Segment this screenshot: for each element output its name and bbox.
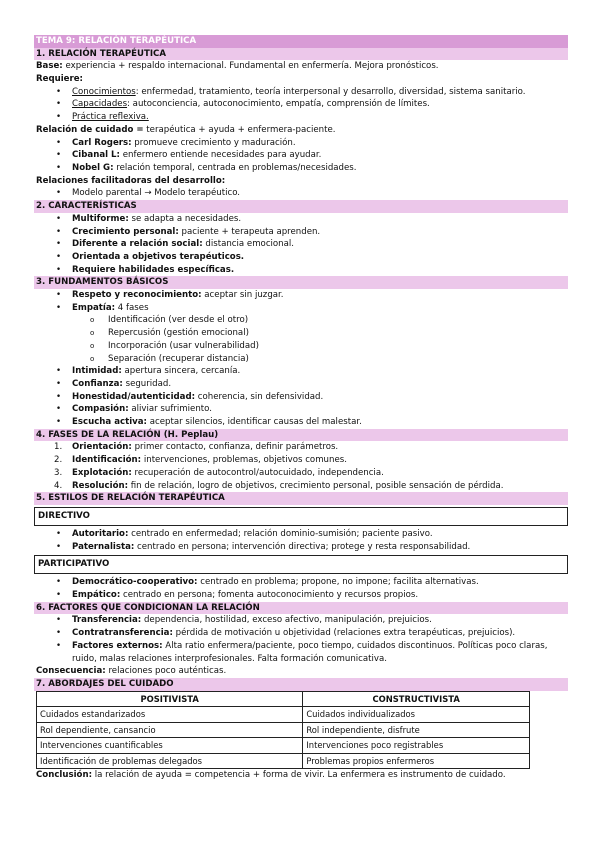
sub-list-item: o Repercusión (gestión emocional) — [34, 327, 568, 340]
list-item: • Democrático-cooperativo: centrado en problema; propone, no impone; facilita alternativas. — [34, 576, 568, 589]
list-item: • Empatía: 4 fases — [34, 302, 568, 315]
autores-list — [34, 137, 568, 175]
numbered-item: 4. Resolución: fin de relación, logro de objetivos, crecimiento personal, posible sensación de pérdida. — [54, 480, 504, 491]
list-item: • Compasión: aliviar sufrimiento. — [34, 403, 568, 416]
document-page — [34, 35, 568, 782]
list-item: • Requiere habilidades específicas. — [34, 264, 568, 277]
list-item: • Multiforme: se adapta a necesidades. — [34, 213, 568, 226]
section-heading-caracteristicas: 2. CARACTERÍSTICAS — [34, 200, 568, 213]
fundamentos-list — [34, 289, 568, 314]
conclusion-line: Conclusión: la relación de ayuda = competencia + forma de vivir. La enfermera es instrumento de cuidado. — [36, 770, 506, 781]
list-item: • Factores externos: Alta ratio enfermera/paciente, poco tiempo, cuidados discontinuos. Políticas poco claras, ruido, malas relaciones interprofesionales. Falta formación comunicativa. — [34, 640, 568, 665]
list-item: • Respeto y reconocimiento: aceptar sin juzgar. — [34, 289, 568, 302]
list-item: • Cibanal L: enfermero entiende necesidades para ayudar. — [34, 149, 568, 162]
list-item: • Escucha activa: aceptar silencios, identificar causas del malestar. — [34, 416, 568, 429]
sub-list-item: o Incorporación (usar vulnerabilidad) — [34, 340, 568, 353]
table-cell: Intervenciones cuantificables — [37, 738, 303, 754]
table-cell: Identificación de problemas delegados — [37, 753, 303, 769]
numbered-item: 2. Identificación: intervenciones, problemas, objetivos comunes. — [54, 455, 347, 466]
facilitadoras-list — [34, 187, 568, 200]
table-header-row — [37, 691, 530, 707]
table-cell: Rol dependiente, cansancio — [37, 722, 303, 738]
facilitadoras-label: Relaciones facilitadoras del desarrollo: — [36, 175, 226, 186]
section-heading-factores: 6. FACTORES QUE CONDICIONAN LA RELACIÓN — [34, 602, 568, 615]
base-line: Base: experiencia + respaldo internacional. Fundamental en enfermería. Mejora pronósticos. — [36, 61, 439, 72]
list-item: • Intimidad: apertura sincera, cercanía. — [34, 365, 568, 378]
section-heading-fundamentos: 3. FUNDAMENTOS BÁSICOS — [34, 276, 568, 289]
consecuencia-line: Consecuencia: relaciones poco auténticas. — [36, 666, 227, 677]
table-row — [37, 738, 530, 754]
table-row — [37, 753, 530, 769]
list-item: • Nobel G: relación temporal, centrada en problemas/necesidades. — [34, 162, 568, 175]
numbered-item: 3. Explotación: recuperación de autocontrol/autocuidado, independencia. — [54, 467, 384, 478]
list-item: • Modelo parental → Modelo terapéutico. — [34, 187, 568, 200]
list-item: • Conocimientos: enfermedad, tratamiento, teoría interpersonal y desarrollo, diversidad, sistema sanitario. — [34, 86, 568, 99]
fundamentos-list-rest — [34, 365, 568, 429]
table-row — [37, 707, 530, 723]
section-heading-estilos: 5. ESTILOS DE RELACIÓN TERAPÉUTICA — [34, 492, 568, 505]
list-item: • Transferencia: dependencia, hostilidad, exceso afectivo, manipulación, prejuicios. — [34, 614, 568, 627]
participativo-list — [34, 576, 568, 601]
participativo-box: PARTICIPATIVO — [34, 555, 568, 574]
abordajes-table — [36, 691, 530, 770]
list-item: • Práctica reflexiva. — [34, 111, 568, 124]
list-item: • Confianza: seguridad. — [34, 378, 568, 391]
list-item: • Paternalista: centrado en persona; intervención directiva; protege y resta responsabilidad. — [34, 541, 568, 554]
section-heading-fases: 4. FASES DE LA RELACIÓN (H. Peplau) — [34, 429, 568, 442]
document-title: TEMA 9: RELACIÓN TERAPÉUTICA — [34, 35, 568, 48]
directivo-box: DIRECTIVO — [34, 507, 568, 526]
list-item: • Orientada a objetivos terapéuticos. — [34, 251, 568, 264]
table-row — [37, 722, 530, 738]
column-header: CONSTRUCTIVISTA — [303, 691, 530, 707]
list-item: • Autoritario: centrado en enfermedad; relación dominio-sumisión; paciente pasivo. — [34, 528, 568, 541]
directivo-list — [34, 528, 568, 553]
sub-list-item: o Identificación (ver desde el otro) — [34, 314, 568, 327]
table-cell: Rol independiente, disfrute — [303, 722, 530, 738]
list-item: • Honestidad/autenticidad: coherencia, sin defensividad. — [34, 391, 568, 404]
section-heading-abordajes: 7. ABORDAJES DEL CUIDADO — [34, 678, 568, 691]
table-cell: Intervenciones poco registrables — [303, 738, 530, 754]
section-heading-relacion: 1. RELACIÓN TERAPÉUTICA — [34, 48, 568, 61]
cuidado-line: Relación de cuidado = terapéutica + ayuda + enfermera-paciente. — [36, 124, 336, 135]
fases-list — [34, 441, 568, 492]
column-header: POSITIVISTA — [37, 691, 303, 707]
list-item: • Carl Rogers: promueve crecimiento y maduración. — [34, 137, 568, 150]
factores-list — [34, 614, 568, 665]
list-item: • Empático: centrado en persona; fomenta autoconocimiento y recursos propios. — [34, 589, 568, 602]
numbered-item: 1. Orientación: primer contacto, confianza, definir parámetros. — [54, 442, 339, 453]
sub-list-item: o Separación (recuperar distancia) — [34, 353, 568, 366]
list-item: • Capacidades: autoconciencia, autoconocimiento, empatía, comprensión de límites. — [34, 98, 568, 111]
empatia-fases-list — [34, 314, 568, 365]
table-cell: Problemas propios enfermeros — [303, 753, 530, 769]
requiere-label: Requiere: — [36, 74, 83, 85]
requiere-list — [34, 86, 568, 124]
table-cell: Cuidados individualizados — [303, 707, 530, 723]
list-item: • Diferente a relación social: distancia emocional. — [34, 238, 568, 251]
list-item: • Crecimiento personal: paciente + terapeuta aprenden. — [34, 226, 568, 239]
caracteristicas-list — [34, 213, 568, 277]
table-cell: Cuidados estandarizados — [37, 707, 303, 723]
list-item: • Contratransferencia: pérdida de motivación u objetividad (relaciones extra terapéuticas, prejuicios). — [34, 627, 568, 640]
